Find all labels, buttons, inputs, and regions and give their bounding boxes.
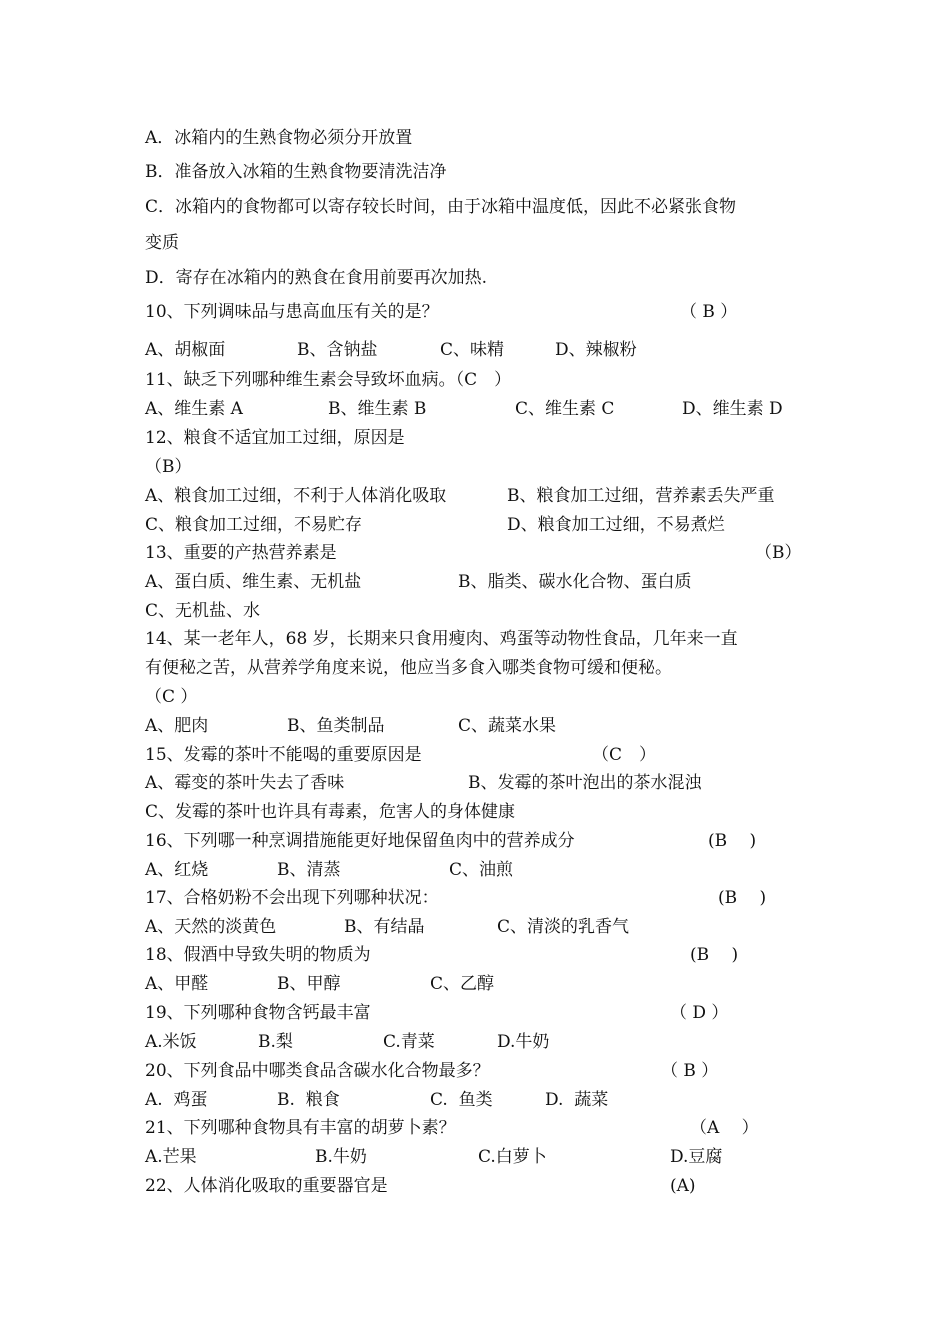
q12-option-a: A、粮食加工过细，不利于人体消化吸取 bbox=[145, 486, 447, 506]
q14-stem-line2: 有便秘之苦，从营养学角度来说，他应当多食入哪类食物可缓和便秘。 bbox=[145, 658, 672, 678]
q15-option-b: B、发霉的茶叶泡出的茶水混浊 bbox=[468, 773, 702, 793]
q18-option-a: A、甲醛 bbox=[145, 974, 209, 994]
q15-option-c: C、发霉的茶叶也许具有毒素，危害人的身体健康 bbox=[145, 802, 516, 822]
q13-answer: （B） bbox=[755, 543, 802, 563]
q9-option-c-line2: 变质 bbox=[145, 233, 179, 253]
q15-option-a: A、霉变的茶叶失去了香味 bbox=[145, 773, 345, 793]
q10-answer: （ B ） bbox=[680, 302, 738, 322]
q9-option-d: D．寄存在冰箱内的熟食在食用前要再次加热. bbox=[145, 268, 488, 288]
q20-option-a: A. 鸡蛋 bbox=[145, 1090, 208, 1110]
q13-option-b: B、脂类、碳水化合物、蛋白质 bbox=[458, 572, 692, 592]
q16-option-a: A、红烧 bbox=[145, 860, 209, 880]
q13-option-c: C、无机盐、水 bbox=[145, 601, 261, 621]
q11-option-d: D、维生素 D bbox=[682, 399, 783, 419]
q10-option-a: A、胡椒面 bbox=[145, 340, 226, 360]
q22-answer: (A) bbox=[670, 1176, 696, 1196]
q10-stem: 10、下列调味品与患高血压有关的是？ bbox=[145, 302, 439, 322]
q17-answer: (B ) bbox=[718, 888, 767, 908]
q9-option-c-line1: C．冰箱内的食物都可以寄存较长时间，由于冰箱中温度低，因此不必紧张食物 bbox=[145, 197, 737, 217]
q13-stem: 13、重要的产热营养素是 bbox=[145, 543, 337, 563]
q17-option-c: C、清淡的乳香气 bbox=[497, 917, 630, 937]
q14-option-c: C、蔬菜水果 bbox=[458, 716, 557, 736]
q21-option-b: B.牛奶 bbox=[315, 1147, 367, 1167]
q19-option-b: B.梨 bbox=[258, 1032, 293, 1052]
q21-option-a: A.芒果 bbox=[145, 1147, 197, 1167]
q17-stem: 17、合格奶粉不会出现下列哪种状况： bbox=[145, 888, 439, 908]
q11-option-a: A、维生素 A bbox=[145, 399, 243, 419]
q17-option-a: A、天然的淡黄色 bbox=[145, 917, 277, 937]
q21-option-c: C.白萝卜 bbox=[478, 1147, 547, 1167]
q16-option-b: B、清蒸 bbox=[277, 860, 341, 880]
q9-option-a: A．冰箱内的生熟食物必须分开放置 bbox=[145, 128, 413, 148]
q20-option-b: B. 粮食 bbox=[277, 1090, 340, 1110]
q21-stem: 21、下列哪种食物具有丰富的胡萝卜素？ bbox=[145, 1118, 456, 1138]
q17-option-b: B、有结晶 bbox=[344, 917, 425, 937]
q16-answer: (B ) bbox=[708, 831, 757, 851]
q10-option-c: C、味精 bbox=[440, 340, 505, 360]
q21-option-d: D.豆腐 bbox=[670, 1147, 723, 1167]
q11-option-b: B、维生素 B bbox=[328, 399, 427, 419]
q19-option-d: D.牛奶 bbox=[497, 1032, 550, 1052]
q20-option-d: D. 蔬菜 bbox=[545, 1090, 609, 1110]
q16-option-c: C、油煎 bbox=[449, 860, 514, 880]
q18-answer: (B ) bbox=[690, 945, 739, 965]
q11-option-c: C、维生素 C bbox=[515, 399, 615, 419]
q14-option-a: A、肥肉 bbox=[145, 716, 209, 736]
q20-answer: （ B ） bbox=[661, 1061, 719, 1081]
q14-stem-line1: 14、某一老年人，68 岁，长期来只食用瘦肉、鸡蛋等动物性食品，几年来一直 bbox=[145, 629, 738, 649]
q14-answer: （C ） bbox=[145, 687, 198, 707]
q12-answer: （B） bbox=[145, 457, 192, 477]
q16-stem: 16、下列哪一种烹调措施能更好地保留鱼肉中的营养成分 bbox=[145, 831, 575, 851]
q19-stem: 19、下列哪种食物含钙最丰富 bbox=[145, 1003, 371, 1023]
q20-stem: 20、下列食品中哪类食品含碳水化合物最多？ bbox=[145, 1061, 490, 1081]
q12-option-c: C、粮食加工过细，不易贮存 bbox=[145, 515, 363, 535]
q10-option-b: B、含钠盐 bbox=[297, 340, 378, 360]
q18-option-c: C、乙醇 bbox=[430, 974, 495, 994]
q12-stem: 12、粮食不适宜加工过细，原因是 bbox=[145, 428, 405, 448]
q22-stem: 22、人体消化吸取的重要器官是 bbox=[145, 1176, 388, 1196]
q12-option-d: D、粮食加工过细，不易煮烂 bbox=[507, 515, 725, 535]
q21-answer: （A ） bbox=[690, 1118, 759, 1138]
q9-option-b: B．准备放入冰箱的生熟食物要清洗洁净 bbox=[145, 162, 447, 182]
q12-option-b: B、粮食加工过细，营养素丢失严重 bbox=[507, 486, 775, 506]
q13-option-a: A、蛋白质、维生素、无机盐 bbox=[145, 572, 362, 592]
q19-option-c: C.青菜 bbox=[383, 1032, 435, 1052]
q15-answer: （C ） bbox=[592, 745, 657, 765]
q19-option-a: A.米饭 bbox=[145, 1032, 197, 1052]
q18-stem: 18、假酒中导致失明的物质为 bbox=[145, 945, 371, 965]
q19-answer: （ D ） bbox=[670, 1003, 729, 1023]
q10-option-d: D、辣椒粉 bbox=[555, 340, 637, 360]
q11-stem: 11、缺乏下列哪种维生素会导致坏血病。（C ） bbox=[145, 370, 512, 390]
q15-stem: 15、发霉的茶叶不能喝的重要原因是 bbox=[145, 745, 422, 765]
q18-option-b: B、甲醇 bbox=[277, 974, 341, 994]
q14-option-b: B、鱼类制品 bbox=[287, 716, 385, 736]
q20-option-c: C. 鱼类 bbox=[430, 1090, 493, 1110]
